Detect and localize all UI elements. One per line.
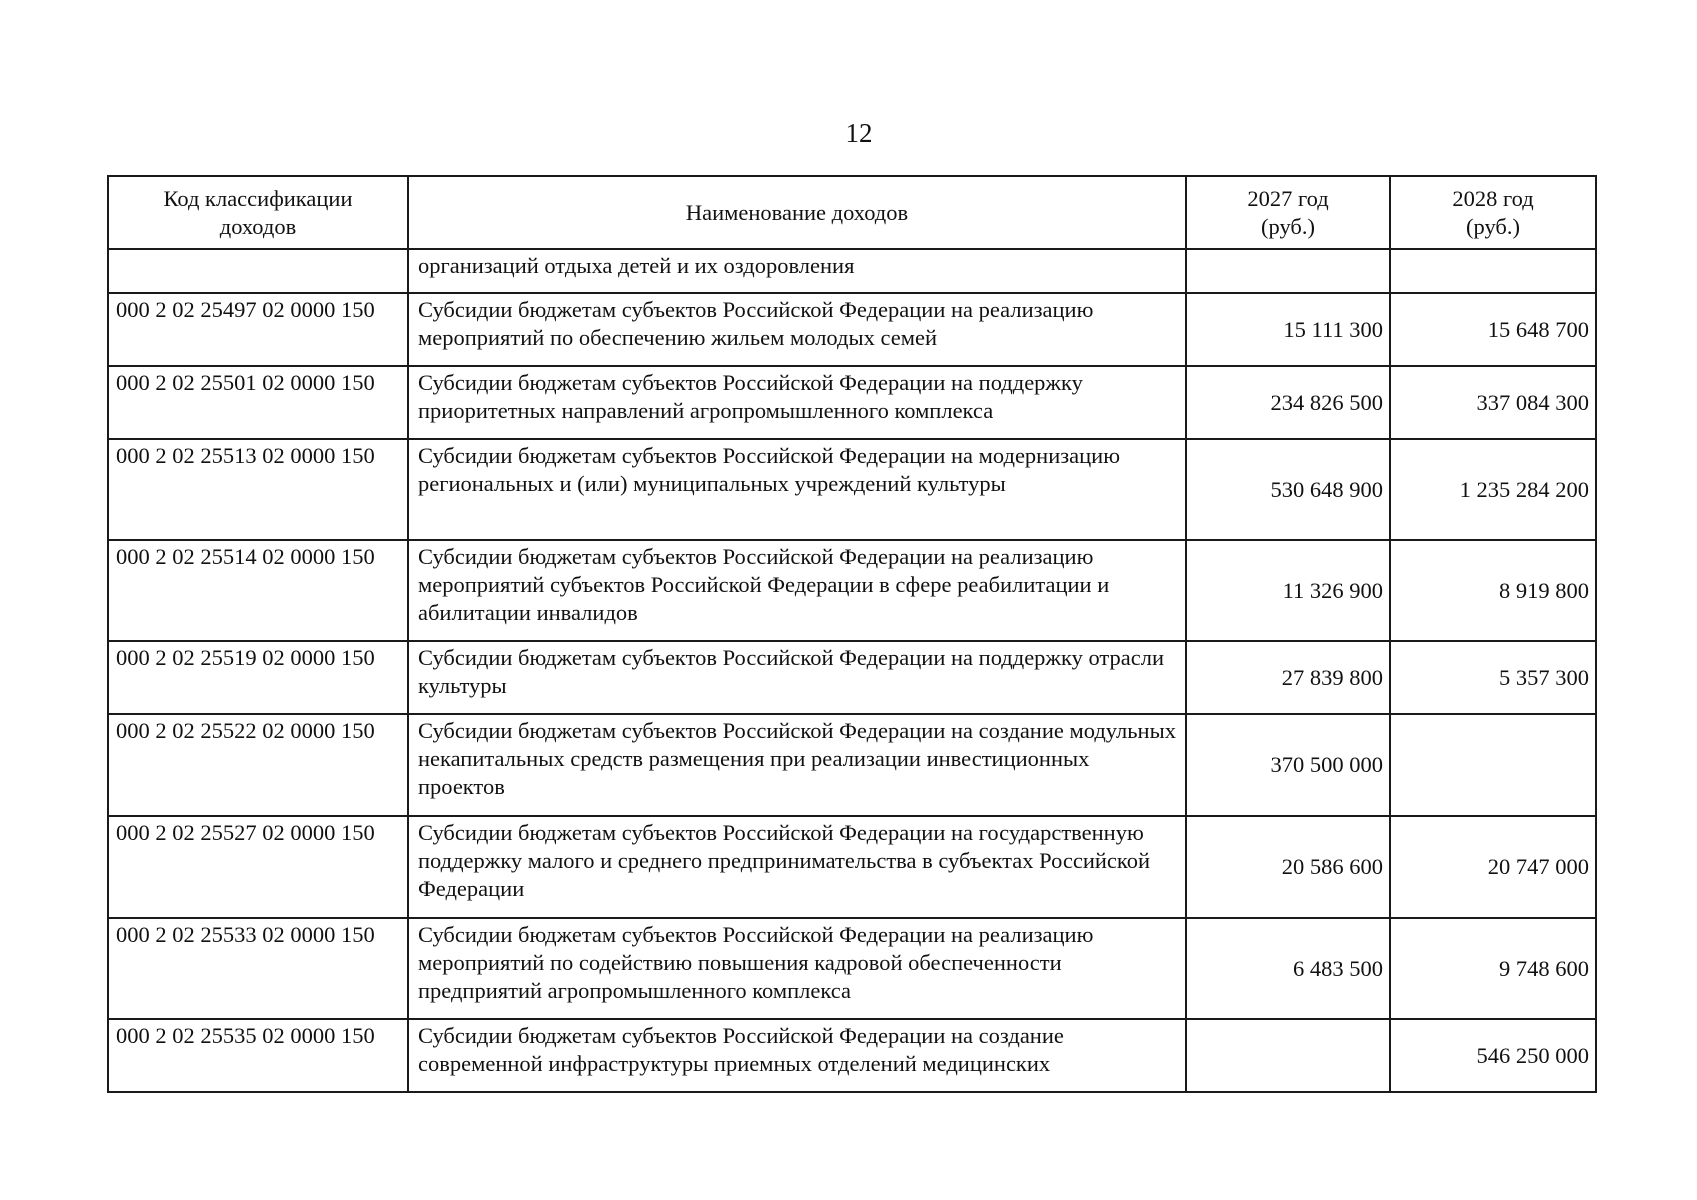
table-row [108, 1019, 1596, 1092]
page-number: 12 [845, 118, 873, 148]
row-amount-2027: 370 500 000 [1186, 714, 1390, 816]
table-row [108, 540, 1596, 641]
row-code: 000 2 02 25513 02 0000 150 [108, 439, 408, 540]
table-row [108, 366, 1596, 439]
row-amount-2028: 15 648 700 [1390, 293, 1596, 366]
table-row [108, 249, 1596, 293]
row-amount-2028: 1 235 284 200 [1390, 439, 1596, 540]
row-amount-2028: 9 748 600 [1390, 918, 1596, 1019]
row-amount-2028: 546 250 000 [1390, 1019, 1596, 1092]
table-row [108, 293, 1596, 366]
row-code: 000 2 02 25501 02 0000 150 [108, 366, 408, 439]
row-name: Субсидии бюджетам субъектов Российской Федерации на реализацию мероприятий субъектов Российской Федерации в сфере реабилитации и абилитации инвалидов [408, 540, 1186, 641]
row-code [108, 249, 408, 293]
row-code: 000 2 02 25533 02 0000 150 [108, 918, 408, 1019]
row-code: 000 2 02 25527 02 0000 150 [108, 816, 408, 918]
row-name: Субсидии бюджетам субъектов Российской Федерации на реализацию мероприятий по содействию повышения кадровой обеспеченности предприятий агропромышленного комплекса [408, 918, 1186, 1019]
table-row [108, 439, 1596, 540]
row-code: 000 2 02 25535 02 0000 150 [108, 1019, 408, 1092]
row-amount-2027: 20 586 600 [1186, 816, 1390, 918]
header-name: Наименование доходов [408, 176, 1186, 249]
row-code: 000 2 02 25497 02 0000 150 [108, 293, 408, 366]
row-name: Субсидии бюджетам субъектов Российской Федерации на создание современной инфраструктуры приемных отделений медицинских [408, 1019, 1186, 1092]
row-amount-2027: 6 483 500 [1186, 918, 1390, 1019]
row-amount-2028: 5 357 300 [1390, 641, 1596, 714]
income-table [107, 175, 1597, 1093]
table-row [108, 816, 1596, 918]
header-year-2028: 2028 год (руб.) [1390, 176, 1596, 249]
row-amount-2027: 11 326 900 [1186, 540, 1390, 641]
table-header-row [108, 176, 1596, 249]
table-row [108, 714, 1596, 816]
row-amount-2028: 8 919 800 [1390, 540, 1596, 641]
row-amount-2027 [1186, 249, 1390, 293]
row-amount-2028 [1390, 714, 1596, 816]
row-amount-2027: 530 648 900 [1186, 439, 1390, 540]
row-name: Субсидии бюджетам субъектов Российской Федерации на поддержку отрасли культуры [408, 641, 1186, 714]
row-amount-2027 [1186, 1019, 1390, 1092]
row-amount-2028: 20 747 000 [1390, 816, 1596, 918]
row-amount-2027: 234 826 500 [1186, 366, 1390, 439]
table-row [108, 641, 1596, 714]
row-amount-2027: 27 839 800 [1186, 641, 1390, 714]
row-name: Субсидии бюджетам субъектов Российской Федерации на государственную поддержку малого и среднего предпринимательства в субъектах Российской Федерации [408, 816, 1186, 918]
row-code: 000 2 02 25522 02 0000 150 [108, 714, 408, 816]
table-row [108, 918, 1596, 1019]
row-amount-2027: 15 111 300 [1186, 293, 1390, 366]
row-name: Субсидии бюджетам субъектов Российской Федерации на реализацию мероприятий по обеспечению жильем молодых семей [408, 293, 1186, 366]
row-code: 000 2 02 25519 02 0000 150 [108, 641, 408, 714]
row-name: Субсидии бюджетам субъектов Российской Федерации на создание модульных некапитальных средств размещения при реализации инвестиционных проектов [408, 714, 1186, 816]
row-name: Субсидии бюджетам субъектов Российской Федерации на модернизацию региональных и (или) муниципальных учреждений культуры [408, 439, 1186, 540]
row-name: Субсидии бюджетам субъектов Российской Федерации на поддержку приоритетных направлений агропромышленного комплекса [408, 366, 1186, 439]
row-amount-2028: 337 084 300 [1390, 366, 1596, 439]
row-amount-2028 [1390, 249, 1596, 293]
row-name: организаций отдыха детей и их оздоровления [408, 249, 1186, 293]
row-code: 000 2 02 25514 02 0000 150 [108, 540, 408, 641]
header-code: Код классификации доходов [108, 176, 408, 249]
header-year-2027: 2027 год (руб.) [1186, 176, 1390, 249]
